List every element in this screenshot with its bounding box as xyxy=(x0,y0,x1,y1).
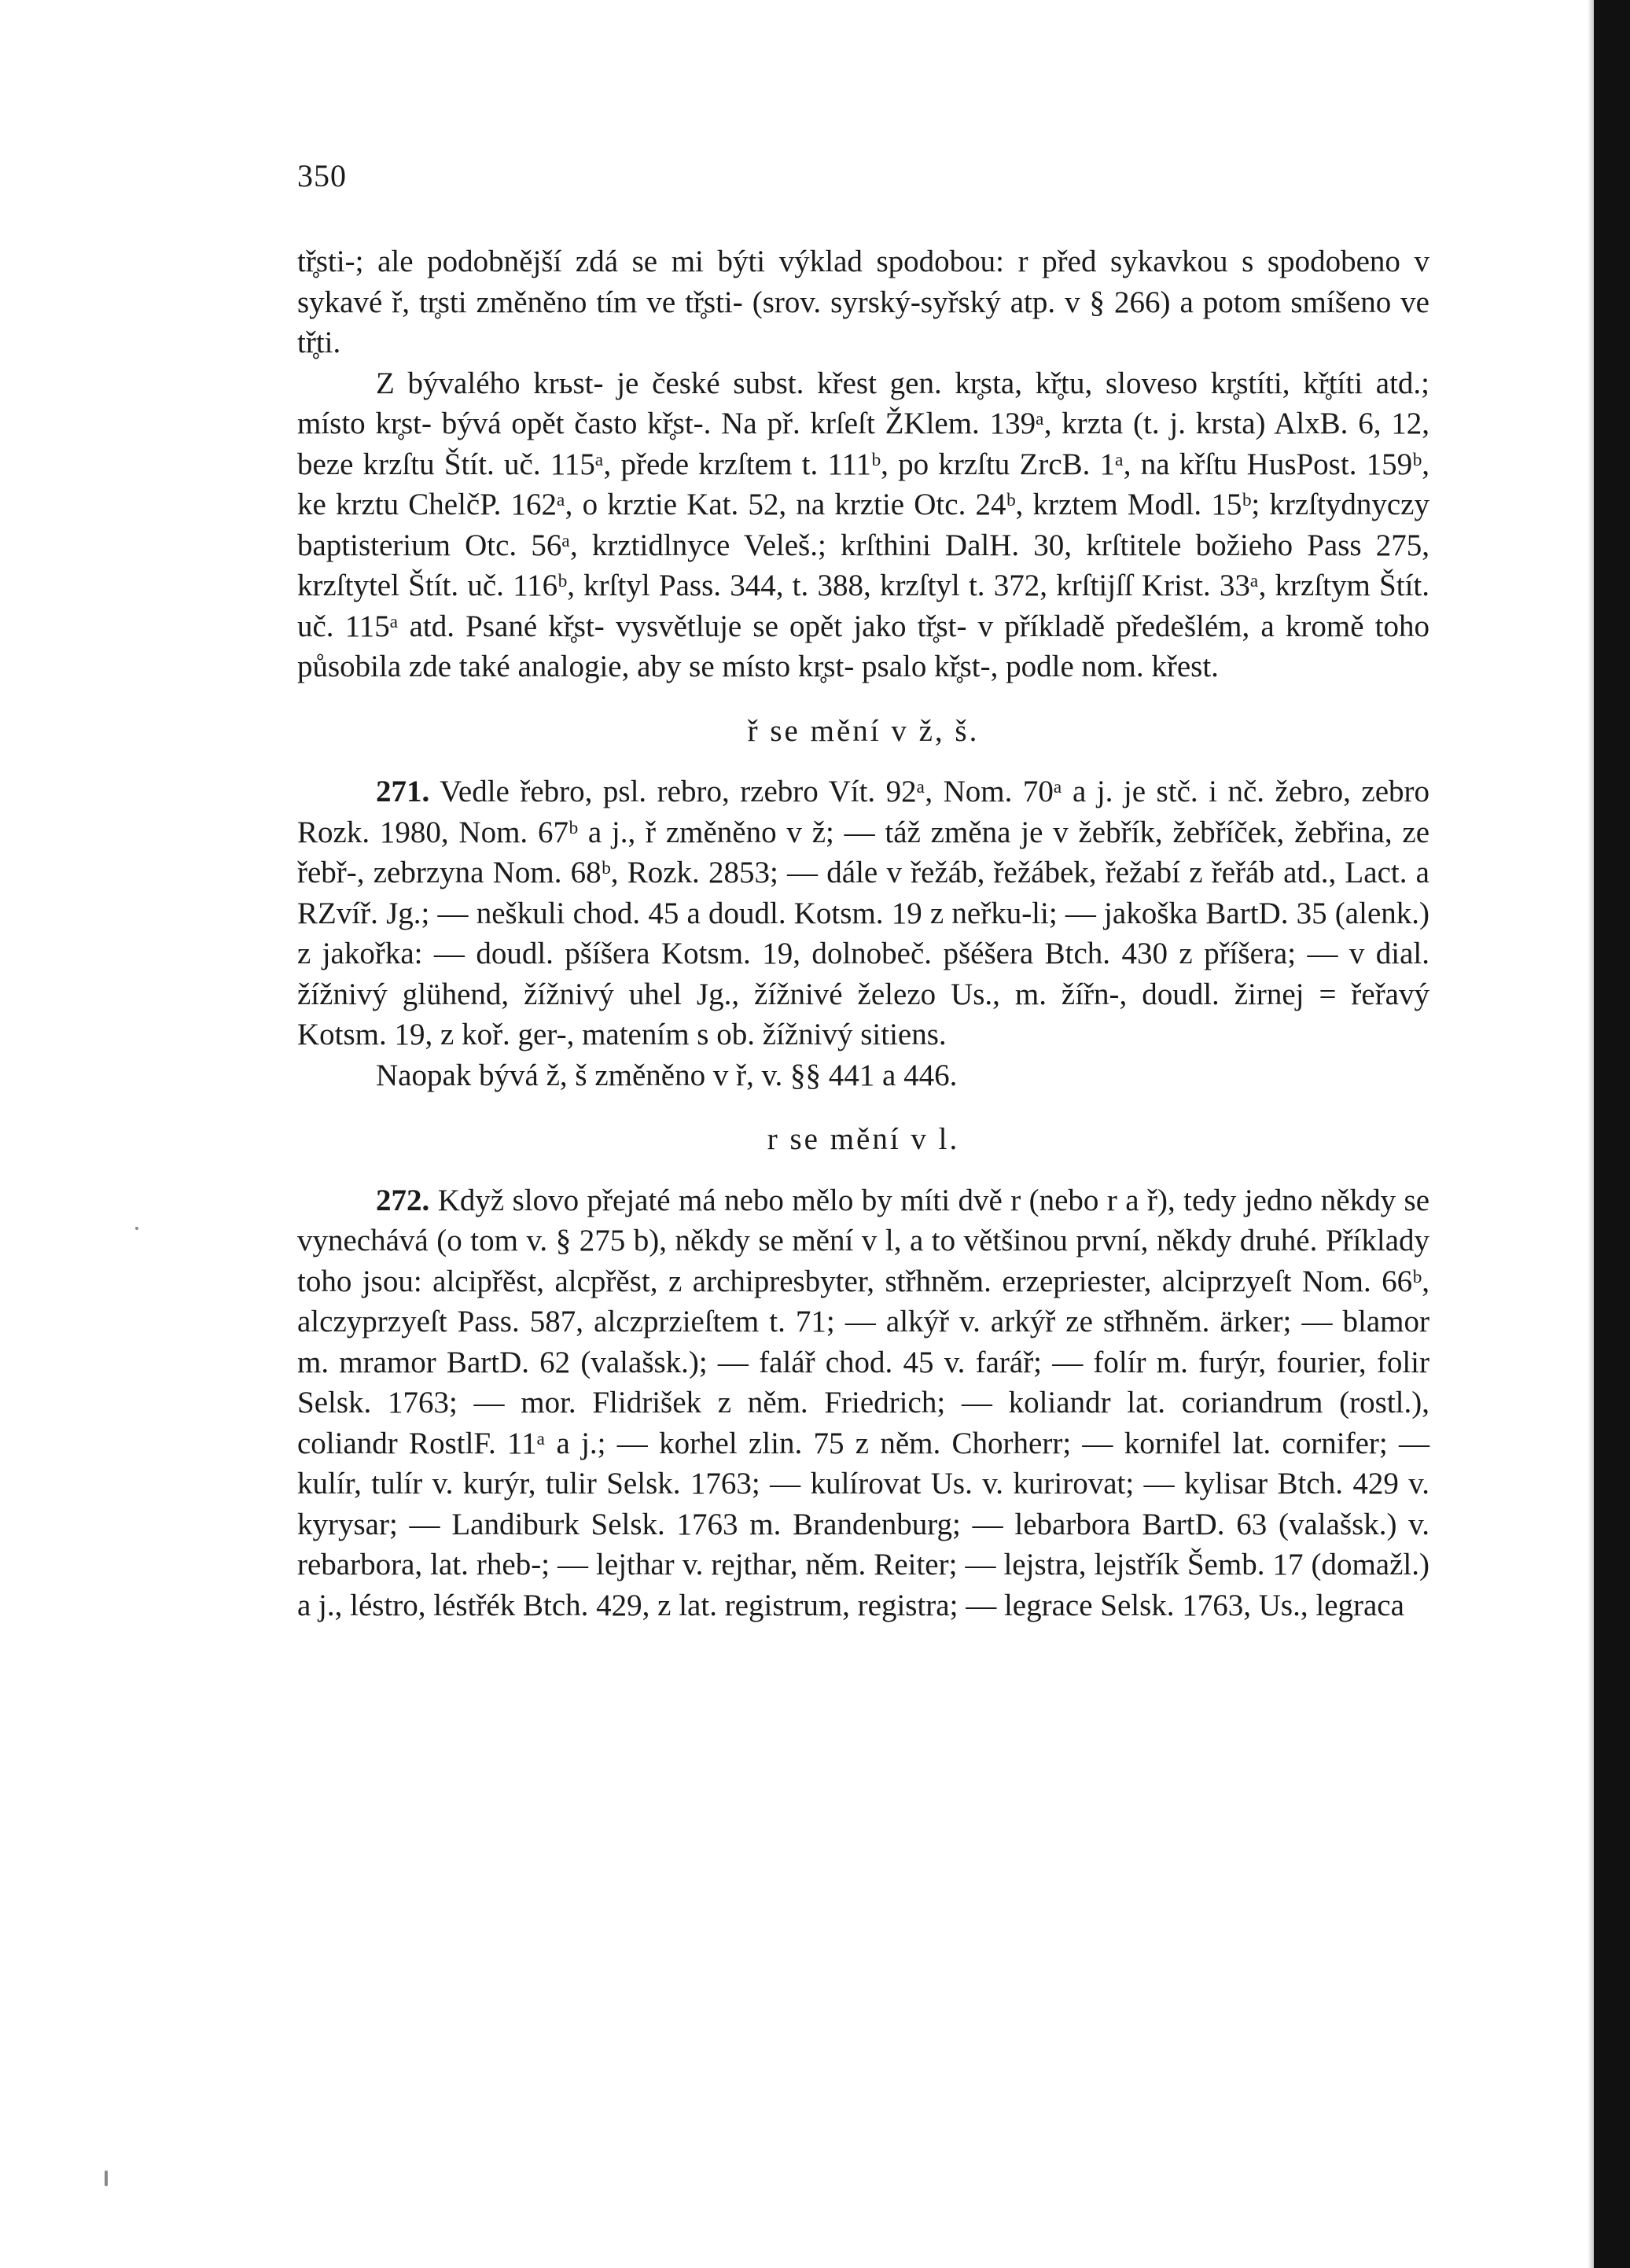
paragraph-271 xyxy=(297,771,1429,1055)
paragraph-272-text: Když slovo přejaté má nebo mělo by míti dvě r (nebo r a ř), tedy jedno někdy se vynechává (o tom v. § 275 b), někdy se mění v l, a to většinou první, někdy druhé. Příklady toho jsou: alcipřěst, alcpřěst, z archipresbyter, střhněm. erzepriester, alciprzyeſt Nom. 66ᵇ, alczyprzyeſt Pass. 587, alczprzieſtem t. 71; — alkýř v. arkýř ze střhněm. ärker; — blamor m. mramor BartD. 62 (valašsk.); — falář chod. 45 v. farář; — folír m. furýr, fourier, folir Selsk. 1763; — mor. Flidrišek z něm. Friedrich; — koliandr lat. coriandrum (rostl.), coliandr RostlF. 11ᵃ a j.; — korhel zlin. 75 z něm. Chorherr; — kornifel lat. cornifer; — kulír, tulír v. kurýr, tulir Selsk. 1763; — kulírovat Us. v. kurirovat; — kylisar Btch. 429 v. kyrysar; — Landiburk Selsk. 1763 m. Brandenburg; — lebarbora BartD. 63 (valašsk.) v. rebarbora, lat. rheb-; — lejthar v. rejthar, něm. Reiter; — lejstra, lejstřík Šemb. 17 (domažl.) a j., léstro, léstřék Btch. 429, z lat. registrum, registra; — legrace Selsk. 1763, Us., legraca xyxy=(297,1183,1430,1622)
section-heading-272: r se mění v l. xyxy=(767,1122,960,1156)
scan-speck xyxy=(105,2170,108,2186)
page-body xyxy=(297,157,1429,1626)
paragraph-271-text: Vedle řebro, psl. rebro, rzebro Vít. 92ᵃ, Nom. 70ᵃ a j. je stč. i nč. žebro, zebro Rozk. 1980, Nom. 67ᵇ a j., ř změněno v ž; — táž změna je v žebřík, žebříček, žebřina, ze řebř-, zebrzyna Nom. 68ᵇ, Rozk. 2853; — dále v řežáb, řežábek, řežabí z řeřáb atd., Lact. a RZvíř. Jg.; — neškuli chod. 45 a doudl. Kotsm. 19 z neřku-li; — jakoška BartD. 35 (alenk.) z jakořka: — doudl. pšíšera Kotsm. 19, dolnobeč. pšéšera Btch. 430 z příšera; — v dial. žížnivý glühend, žížnivý uhel Jg., žížnivé železo Us., m. žířn-, doudl. žirnej = řeřavý Kotsm. 19, z koř. ger-, matením s ob. žížnivý sitiens. xyxy=(297,775,1429,1051)
paragraph-continuation: tř̥sti-; ale podobnější zdá se mi býti výklad spodobou: r před sykavkou s spodobeno v sykavé ř, tr̥sti změněno tím ve tř̥sti- (srov. syrský-syřský atp. v § 266) a potom smíšeno ve tř̥ti. xyxy=(297,245,1429,359)
paragraph-271-naopak: Naopak bývá ž, š změněno v ř, v. §§ 441 a 446. xyxy=(376,1058,958,1092)
page-number: 350 xyxy=(297,158,347,193)
section-number-272: 272. xyxy=(376,1183,430,1217)
paragraph-272 xyxy=(297,1180,1429,1626)
section-heading-271: ř se mění v ž, š. xyxy=(747,713,980,748)
scan-edge-shadow xyxy=(1588,0,1594,2268)
paragraph-krest: Z bývalého krьst- je české subst. křest gen. kr̥sta, kř̥tu, sloveso kr̥stíti, kř̥títi atd.; místo kr̥st- bývá opět často kř̥st-. Na př. krſeſt ŽKlem. 139ᵃ, krzta (t. j. krsta) AlxB. 6, 12, beze krzſtu Štít. uč. 115ᵃ, přede krzſtem t. 111ᵇ, po krzſtu ZrcB. 1ᵃ, na křſtu HusPost. 159ᵇ, ke krztu ChelčP. 162ᵃ, o krztie Kat. 52, na krztie Otc. 24ᵇ, krztem Modl. 15ᵇ; krzſtydnyczy baptisterium Otc. 56ᵃ, krztidlnyce Veleš.; krſthini DalH. 30, krſtitele božieho Pass 275, krzſtytel Štít. uč. 116ᵇ, krſtyl Pass. 344, t. 388, krzſtyl t. 372, krſtijſſ Krist. 33ᵃ, krzſtym Štít. uč. 115ᵃ atd. Psané kř̥st- vysvětluje se opět jako tř̥st- v příkladě předešlém, a kromě toho působila zde také analogie, aby se místo kr̥st- psalo kř̥st-, podle nom. křest. xyxy=(297,366,1429,683)
scan-speck xyxy=(135,1227,138,1230)
scan-border xyxy=(1594,0,1630,2268)
section-number-271: 271. xyxy=(376,775,430,808)
